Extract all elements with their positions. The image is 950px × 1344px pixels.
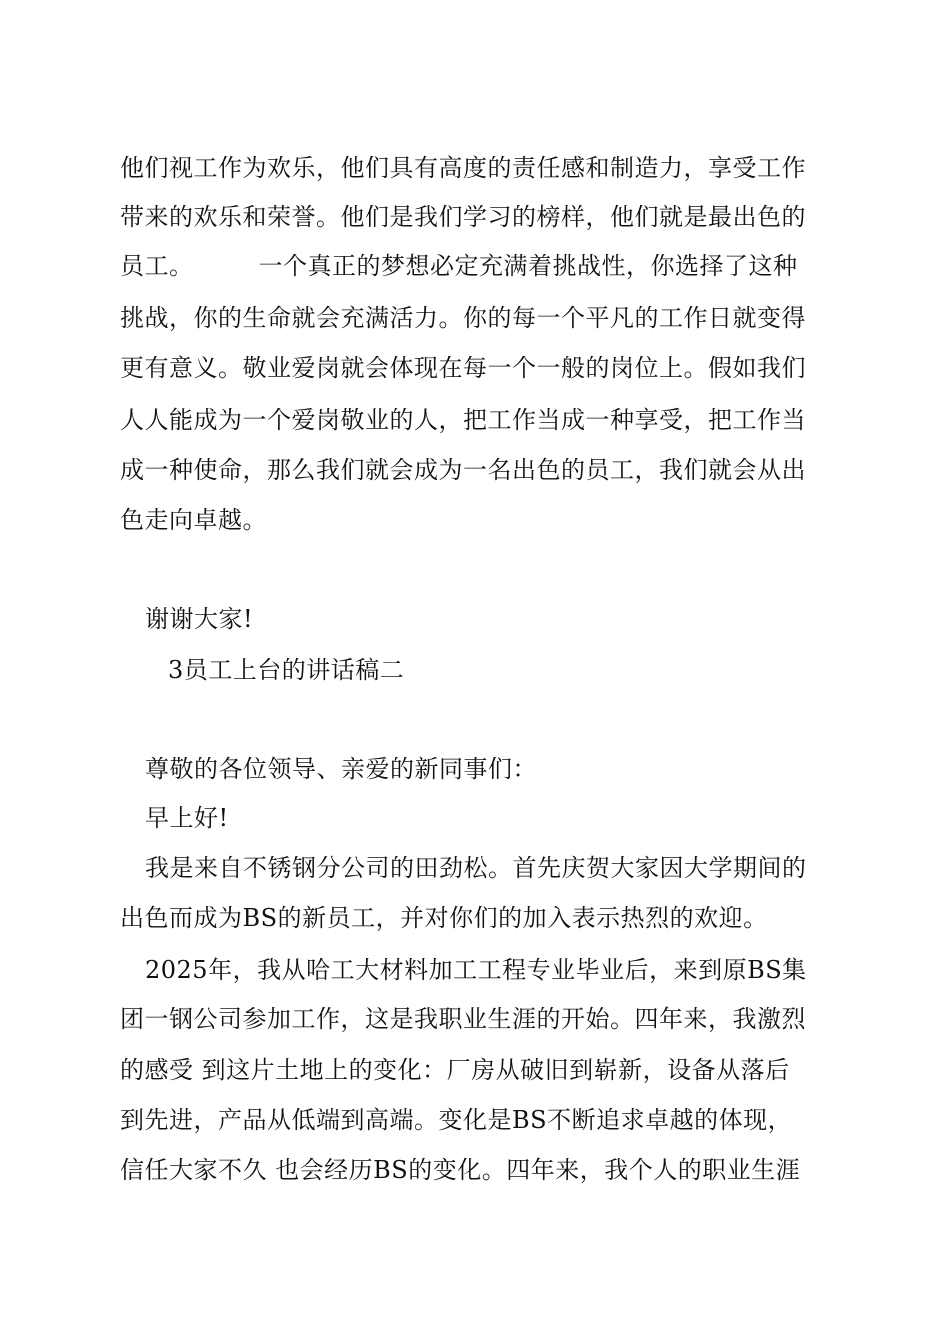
paragraph-line: 员工。 一个真正的梦想必定充满着挑战性，你选择了这种 — [120, 252, 798, 280]
salutation: 尊敬的各位领导、亲爱的新同事们： — [145, 755, 537, 783]
paragraph-line: 的感受 到这片土地上的变化：厂房从破旧到崭新，设备从落后 — [120, 1056, 790, 1084]
paragraph-line: 带来的欢乐和荣誉。他们是我们学习的榜样，他们就是最出色的 — [120, 203, 806, 231]
paragraph-line: 成一种使命，那么我们就会成为一名出色的员工，我们就会从出 — [120, 456, 806, 484]
paragraph-line: 更有意义。敬业爱岗就会体现在每一个一般的岗位上。假如我们 — [120, 354, 806, 382]
paragraph-line: 2025年，我从哈工大材料加工工程专业毕业后，来到原BS集 — [145, 956, 807, 984]
paragraph-line: 色走向卓越。 — [120, 506, 267, 534]
paragraph-line: 出色而成为BS的新员工，并对你们的加入表示热烈的欢迎。 — [120, 904, 768, 932]
greeting: 早上好! — [145, 804, 229, 832]
closing-thanks: 谢谢大家! — [145, 605, 254, 633]
paragraph-line: 团一钢公司参加工作，这是我职业生涯的开始。四年来，我激烈 — [120, 1005, 806, 1033]
paragraph-line: 人人能成为一个爱岗敬业的人，把工作当成一种享受，把工作当 — [120, 406, 806, 434]
paragraph-line: 信任大家不久 也会经历BS的变化。四年来，我个人的职业生涯 — [120, 1156, 801, 1184]
paragraph-line: 他们视工作为欢乐，他们具有高度的责任感和制造力，享受工作 — [120, 154, 806, 182]
paragraph-line: 到先进，产品从低端到高端。变化是BS不断追求卓越的体现， — [120, 1106, 793, 1134]
paragraph-line: 挑战，你的生命就会充满活力。你的每一个平凡的工作日就变得 — [120, 304, 806, 332]
paragraph-line: 我是来自不锈钢分公司的田劲松。首先庆贺大家因大学期间的 — [145, 854, 807, 882]
section-heading: 3员工上台的讲话稿二 — [168, 656, 405, 684]
